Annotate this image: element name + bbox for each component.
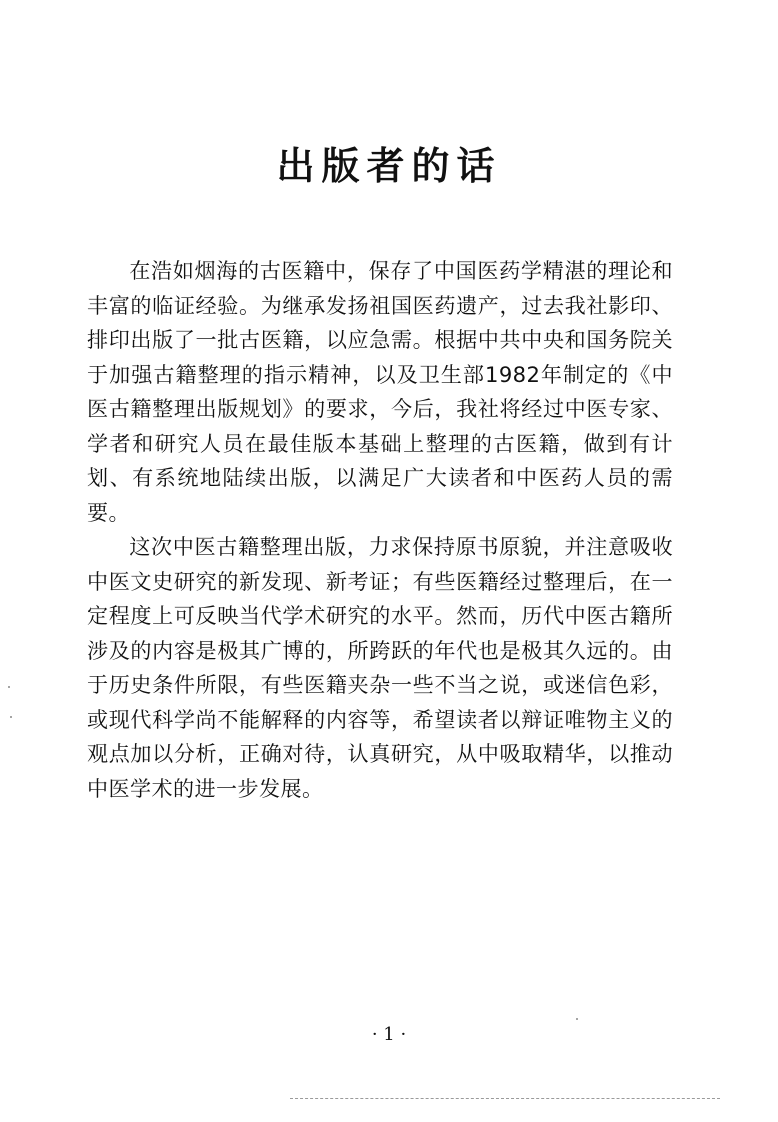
paragraph-1: 在浩如烟海的古医籍中，保存了中国医药学精湛的理论和丰富的临证经验。为继承发扬祖国医药遗产，过去我社影印、排印出版了一批古医籍，以应急需。根据中共中央和国务院关于加强古籍整理的指示精神，以及卫生部1982年制定的《中医古籍整理出版规划》的要求，今后，我社将经过中医专家、学者和研究人员在最佳版本基础上整理的古医籍，做到有计划、有系统地陆续出版，以满足广大读者和中医药人员的需要。	[87, 258, 673, 525]
page-number: · 1 ·	[371, 1024, 407, 1045]
scan-speck	[8, 686, 10, 688]
body-text	[87, 254, 673, 806]
paragraph-2: 这次中医古籍整理出版，力求保持原书原貌，并注意吸收中医文史研究的新发现、新考证；有些医籍经过整理后，在一定程度上可反映当代学术研究的水平。然而，历代中医古籍所涉及的内容是极其广博的，所跨跃的年代也是极其久远的。由于历史条件所限，有些医籍夹杂一些不当之说，或迷信色彩，或现代科学尚不能解释的内容等，希望读者以辩证唯物主义的观点加以分析，正确对待，认真研究，从中吸取精华，以推动中医学术的进一步发展。	[87, 534, 673, 801]
scan-speck	[576, 1018, 578, 1020]
page-title: 出版者的话	[276, 143, 502, 188]
scan-artifact-line	[290, 1098, 720, 1099]
scan-speck	[10, 716, 12, 718]
